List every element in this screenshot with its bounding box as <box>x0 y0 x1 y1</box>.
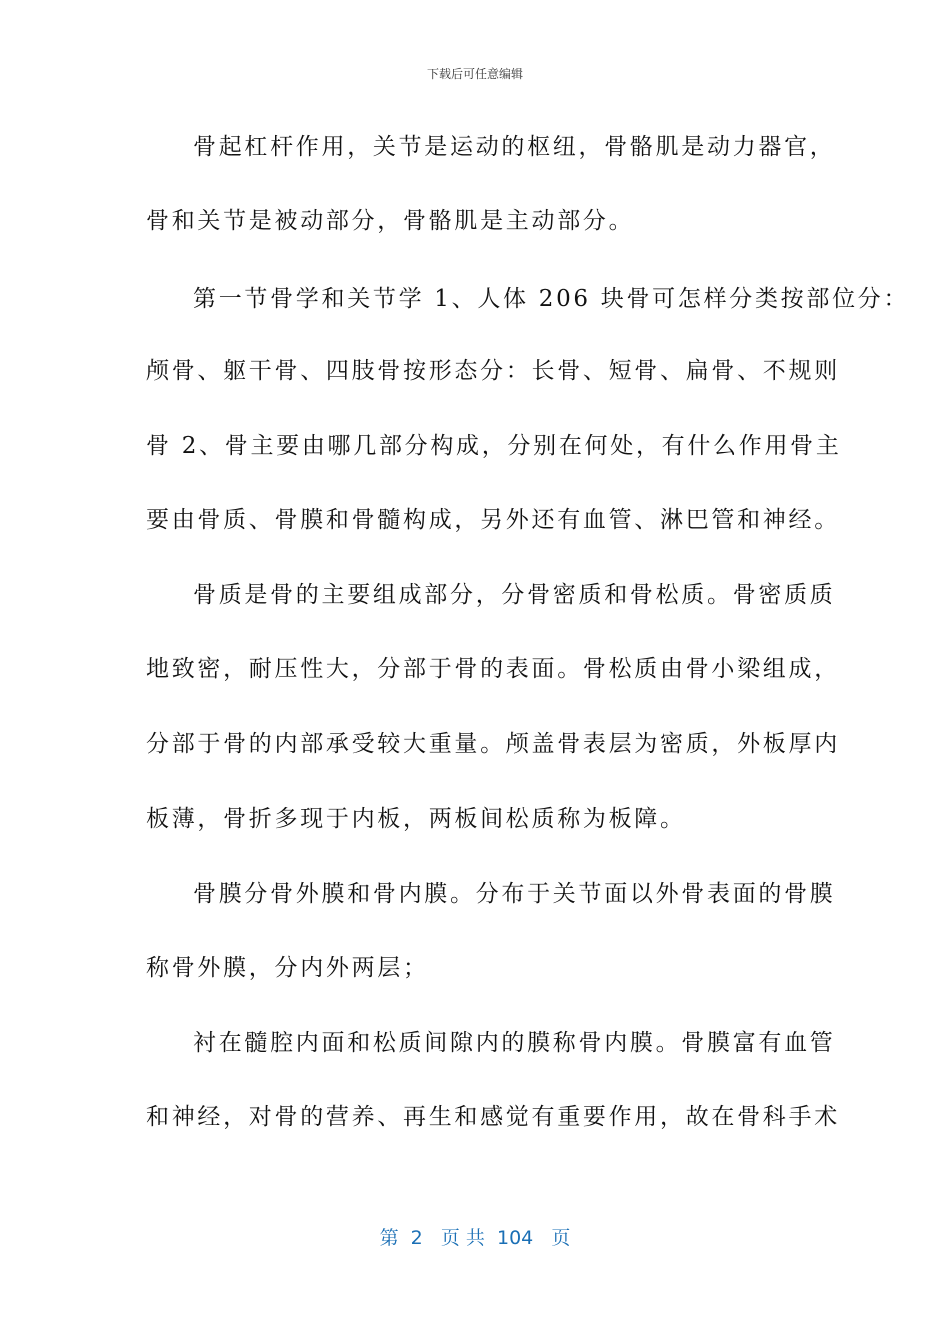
text-line: 板薄，骨折多现于内板，两板间松质称为板障。 <box>146 806 686 832</box>
page-number-footer: 第 2 页 共 104 页 <box>379 1227 571 1249</box>
text-line: 称骨外膜，分内外两层； <box>146 955 429 981</box>
text-line: 骨起杠杆作用，关节是运动的枢纽，骨骼肌是动力器官， <box>193 134 836 160</box>
text-line: 骨和关节是被动部分，骨骼肌是主动部分。 <box>146 208 635 234</box>
text-line: 要由骨质、骨膜和骨髓构成，另外还有血管、淋巴管和神经。 <box>146 507 840 533</box>
text-line: 地致密，耐压性大，分部于骨的表面。骨松质由骨小梁组成， <box>146 656 840 682</box>
text-line: 第一节骨学和关节学 1、人体 206 块骨可怎样分类按部位分： <box>193 286 910 312</box>
text-line: 骨质是骨的主要组成部分，分骨密质和骨松质。骨密质质 <box>193 582 836 608</box>
text-line: 骨膜分骨外膜和骨内膜。分布于关节面以外骨表面的骨膜 <box>193 881 836 907</box>
page-header-note: 下载后可任意编辑 <box>426 67 523 81</box>
text-line: 衬在髓腔内面和松质间隙内的膜称骨内膜。骨膜富有血管 <box>193 1030 836 1056</box>
text-line: 颅骨、躯干骨、四肢骨按形态分：长骨、短骨、扁骨、不规则 <box>146 358 840 384</box>
text-line: 和神经，对骨的营养、再生和感觉有重要作用，故在骨科手术 <box>146 1104 840 1130</box>
text-line: 分部于骨的内部承受较大重量。颅盖骨表层为密质，外板厚内 <box>146 731 840 757</box>
text-line: 骨 2、骨主要由哪几部分构成，分别在何处，有什么作用骨主 <box>146 433 842 459</box>
